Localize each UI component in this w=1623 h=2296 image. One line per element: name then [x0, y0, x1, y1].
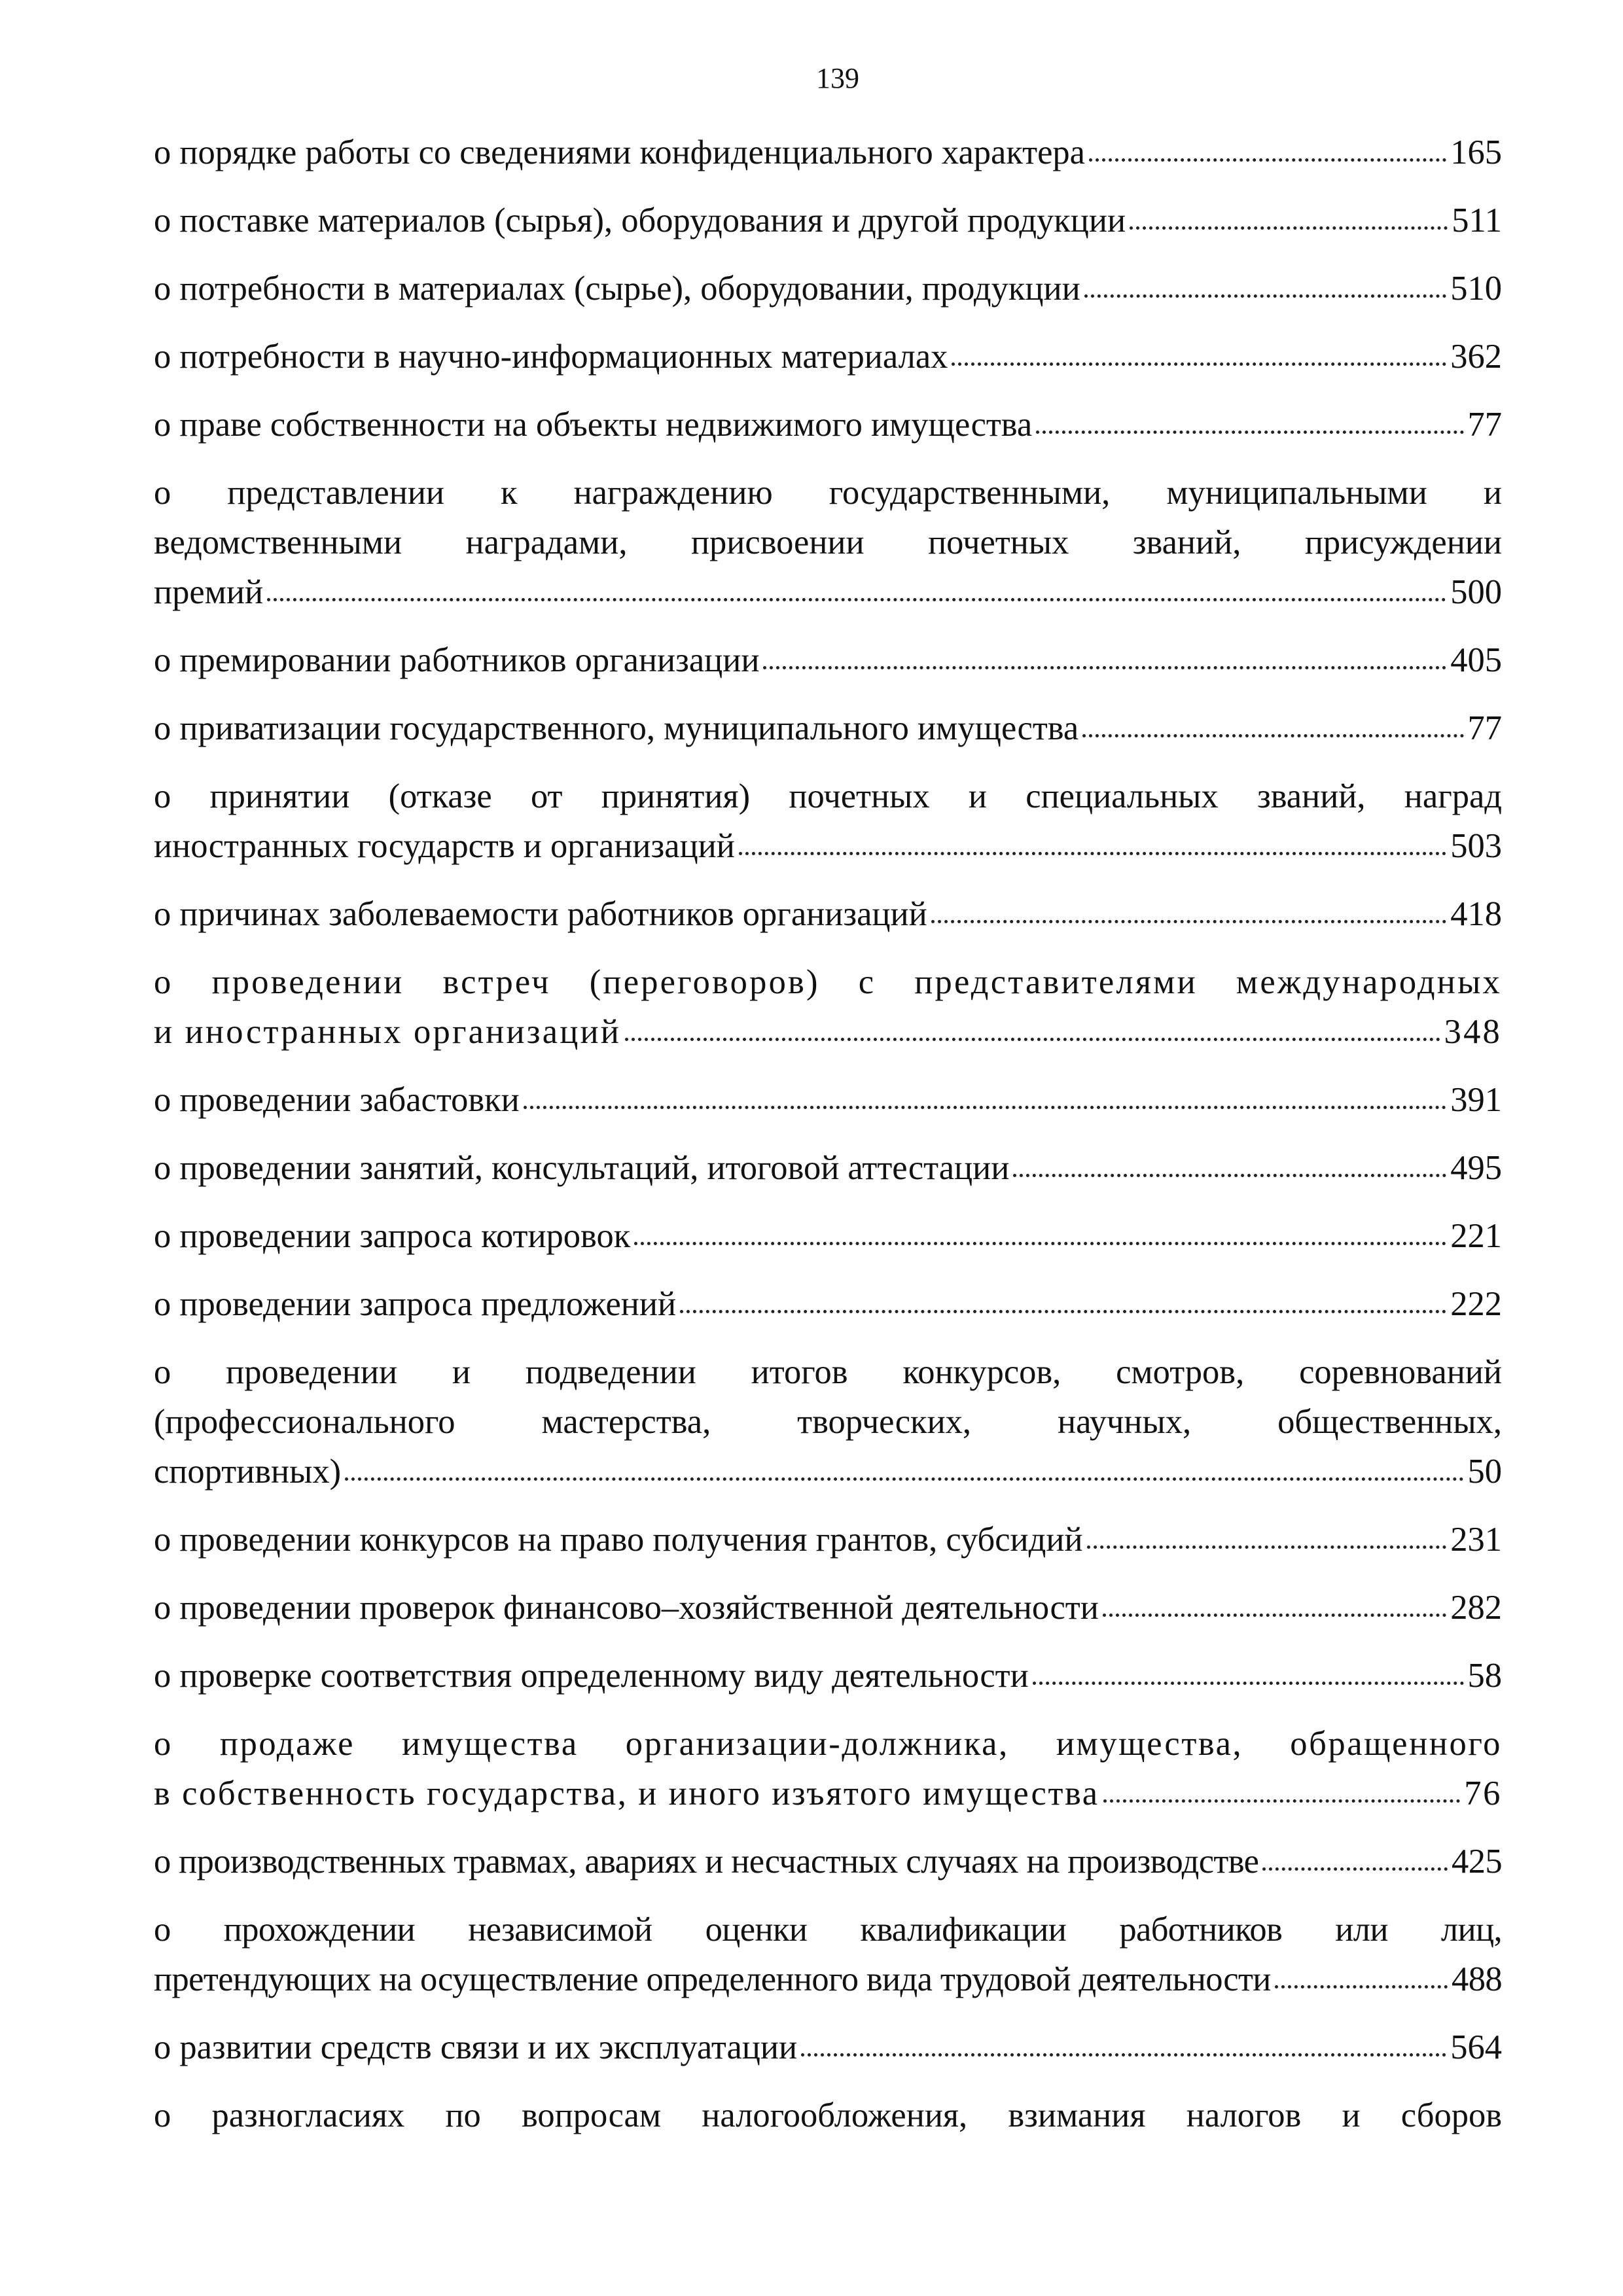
- leader-dots: [625, 1009, 1440, 1044]
- leader-dots: [1033, 1653, 1464, 1687]
- entry-page: 425: [1452, 1843, 1502, 1881]
- leader-dots: [680, 1281, 1446, 1316]
- leader-dots: [1103, 1585, 1446, 1619]
- entry-text: и иностранных организаций: [154, 1013, 622, 1051]
- leader-dots: [1082, 705, 1463, 740]
- list-item: [154, 1905, 1505, 2004]
- entry-text: премий: [154, 573, 264, 611]
- entry-text: о причинах заболеваемости работников организаций: [154, 895, 927, 933]
- entry-page: 282: [1450, 1589, 1502, 1627]
- entry-text: о развитии средств связи и их эксплуатации: [154, 2028, 798, 2066]
- entry-text: о проведении занятий, консультаций, итоговой аттестации: [154, 1149, 1010, 1187]
- entry-text: о порядке работы со сведениями конфиденциального характера: [154, 133, 1085, 171]
- entry-text: спортивных): [154, 1453, 342, 1491]
- leader-dots: [1275, 1956, 1448, 1991]
- leader-dots: [952, 334, 1446, 368]
- list-item: [154, 1837, 1505, 1886]
- list-item: [154, 771, 1505, 871]
- leader-dots: [1089, 130, 1446, 164]
- entry-text: о потребности в научно-информационных материалах: [154, 338, 948, 376]
- entry-page: 391: [1450, 1081, 1502, 1119]
- entry-page: 418: [1450, 895, 1502, 933]
- entry-text: о премировании работников организации: [154, 641, 760, 679]
- entry-page: 76: [1464, 1775, 1502, 1812]
- entry-text: претендующих на осуществление определенного вида трудовой деятельности: [154, 1960, 1271, 1998]
- leader-dots: [801, 2024, 1446, 2059]
- leader-dots: [634, 1213, 1446, 1248]
- leader-dots: [524, 1077, 1447, 1112]
- entry-page: 221: [1450, 1217, 1502, 1255]
- leader-dots: [931, 891, 1447, 926]
- entry-text: о потребности в материалах (сырье), оборудовании, продукции: [154, 270, 1080, 308]
- list-item: [154, 128, 1505, 177]
- entry-text: о проведении запроса котировок: [154, 1217, 631, 1255]
- leader-dots: [1013, 1145, 1446, 1180]
- index-entries: [154, 128, 1505, 2140]
- entry-text: о производственных травмах, авариях и несчастных случаях на производстве: [154, 1843, 1259, 1881]
- entry-text: о поставке материалов (сырья), оборудования и другой продукции: [154, 202, 1126, 239]
- entry-text: о приватизации государственного, муниципального имущества: [154, 709, 1079, 747]
- list-item: [154, 264, 1505, 313]
- list-item: [154, 1515, 1505, 1564]
- entry-text: о проведении запроса предложений: [154, 1285, 677, 1323]
- entry-page: 58: [1467, 1657, 1502, 1695]
- leader-dots: [763, 637, 1446, 672]
- entry-page: 510: [1450, 270, 1502, 308]
- leader-dots: [739, 823, 1446, 858]
- entry-text: о проверке соответствия определенному виду деятельности: [154, 1657, 1029, 1695]
- entry-page: 511: [1452, 202, 1502, 239]
- entry-page: 50: [1467, 1453, 1502, 1491]
- entry-text: о праве собственности на объекты недвижимого имущества: [154, 406, 1033, 444]
- list-item: [154, 1651, 1505, 1701]
- entry-text: о проведении проверок финансово–хозяйственной деятельности: [154, 1589, 1099, 1627]
- leader-dots: [267, 569, 1446, 604]
- list-item: [154, 400, 1505, 450]
- list-item: [154, 957, 1505, 1057]
- entry-page: 405: [1450, 641, 1502, 679]
- leader-dots: [1036, 402, 1463, 436]
- entry-page: 500: [1450, 573, 1502, 611]
- entry-page: 488: [1452, 1960, 1502, 1998]
- entry-page: 495: [1450, 1149, 1502, 1187]
- entry-page: 503: [1450, 827, 1502, 865]
- entry-line: о продаже имущества организации-должника, имущества, обращенного: [154, 1725, 1502, 1763]
- list-item: [154, 1583, 1505, 1633]
- list-item: [154, 1143, 1505, 1193]
- entry-text: о проведении забастовки: [154, 1081, 520, 1119]
- list-item: [154, 1719, 1505, 1818]
- list-item: [154, 889, 1505, 939]
- entry-page: 77: [1467, 406, 1502, 444]
- entry-page: 362: [1450, 338, 1502, 376]
- entry-line: о проведении и подведении итогов конкурсов, смотров, соревнований: [154, 1353, 1502, 1391]
- leader-dots: [1087, 1517, 1447, 1551]
- list-item: [154, 2091, 1505, 2140]
- entry-line: о разногласиях по вопросам налогообложения, взимания налогов и сборов: [154, 2096, 1502, 2134]
- leader-dots: [1084, 266, 1447, 300]
- entry-page: 77: [1467, 709, 1502, 747]
- entry-page: 231: [1450, 1521, 1502, 1559]
- entry-text: в собственность государства, и иного изъятого имущества: [154, 1775, 1099, 1812]
- list-item: [154, 1279, 1505, 1329]
- entry-page: 222: [1450, 1285, 1502, 1323]
- page-number: 139: [816, 62, 859, 94]
- entry-page: 564: [1450, 2028, 1502, 2066]
- list-item: [154, 703, 1505, 753]
- entry-line: о проведении встреч (переговоров) с представителями международных: [154, 963, 1502, 1001]
- list-item: [154, 2022, 1505, 2072]
- entry-page: 348: [1444, 1013, 1502, 1051]
- list-item: [154, 468, 1505, 617]
- leader-dots: [1262, 1839, 1448, 1873]
- entry-line: ведомственными наградами, присвоении почетных званий, присуждении: [154, 523, 1502, 561]
- entry-page: 165: [1450, 133, 1502, 171]
- list-item: [154, 1211, 1505, 1261]
- entry-line: о представлении к награждению государственными, муниципальными и: [154, 474, 1502, 512]
- list-item: [154, 1347, 1505, 1496]
- entry-text: иностранных государств и организаций: [154, 827, 735, 865]
- entry-line: (профессионального мастерства, творческих, научных, общественных,: [154, 1403, 1502, 1441]
- list-item: [154, 1075, 1505, 1125]
- leader-dots: [345, 1449, 1463, 1483]
- entry-line: о принятии (отказе от принятия) почетных и специальных званий, наград: [154, 777, 1502, 815]
- entry-line: о прохождении независимой оценки квалификации работников или лиц,: [154, 1911, 1502, 1949]
- leader-dots: [1103, 1771, 1461, 1805]
- list-item: [154, 196, 1505, 245]
- leader-dots: [1130, 198, 1448, 232]
- list-item: [154, 635, 1505, 685]
- list-item: [154, 332, 1505, 381]
- entry-text: о проведении конкурсов на право получения грантов, субсидий: [154, 1521, 1083, 1559]
